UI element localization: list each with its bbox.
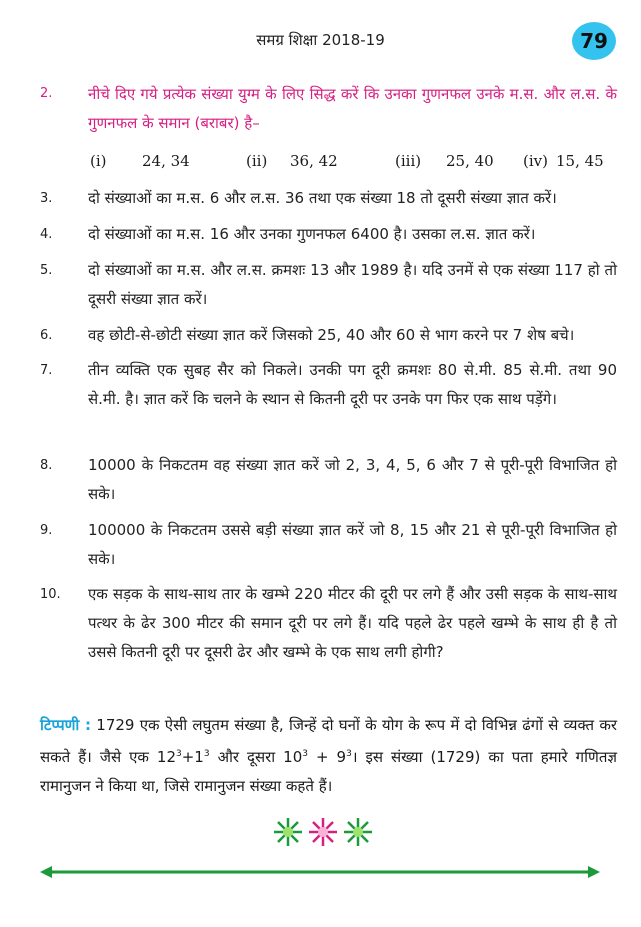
question-text: 100000 के निकटतम उससे बड़ी संख्या ज्ञात करें जो 8, 15 और 21 से पूरी-पूरी विभाजित हो सके।	[88, 521, 617, 568]
page-header-title: समग्र शिक्षा 2018-19	[256, 31, 385, 49]
flower-ornament-icon	[268, 812, 378, 852]
note-text: और दूसरा 10	[209, 748, 303, 766]
exponent: 3	[176, 749, 182, 759]
question-text: वह छोटी-से-छोटी संख्या ज्ञात करें जिसको 25, 40 और 60 से भाग करने पर 7 शेष बचे।	[88, 326, 575, 344]
exponent: 3	[203, 749, 210, 759]
exponent: 3	[302, 749, 308, 759]
pair-value: 24, 34	[142, 152, 190, 170]
pair-value: 36, 42	[290, 152, 338, 170]
question-text: 10000 के निकटतम वह संख्या ज्ञात करें जो 2, 3, 4, 5, 6 और 7 से पूरी-पूरी विभाजित हो सके।	[88, 456, 617, 503]
question-number: 7.	[40, 363, 53, 378]
pair-label: (iv)	[523, 152, 548, 170]
pair-value: 15, 45	[556, 152, 604, 170]
ramanujan-note	[40, 711, 617, 801]
question-text: नीचे दिए गये प्रत्येक संख्या युग्म के लिए सिद्ध करें कि उनका गुणनफल उनके म.स. और ल.स. के गुणनफल के समान (बराबर) है–	[88, 85, 617, 132]
page-number-badge: 79	[572, 22, 616, 60]
note-text: 1729 एक ऐसी लघुतम संख्या है, जिन्हें दो घनों के योग के रूप में दो विभिन्न ढंगों से व्यक्त कर सकते हैं। जैसे एक 12	[40, 716, 617, 766]
pink-flower-icon	[309, 818, 337, 846]
green-flower-icon	[274, 818, 302, 846]
pair-value: 25, 40	[446, 152, 494, 170]
pair-label: (ii)	[246, 152, 268, 170]
note-text: । इस संख्या (1729) का पता हमारे गणितज्ञ रामानुजन ने किया था, जिसे रामानुजन संख्या कहते हैं।	[40, 748, 617, 795]
question-number: 8.	[40, 458, 53, 473]
number-pairs	[0, 152, 641, 174]
decorative-arrow-rule	[40, 862, 600, 882]
question-number: 4.	[40, 227, 53, 242]
note-label: टिप्पणी :	[40, 716, 92, 734]
question-number: 3.	[40, 191, 53, 206]
question-number: 5.	[40, 263, 53, 278]
question-number: 6.	[40, 328, 53, 343]
question-text: दो संख्याओं का म.स. 16 और उनका गुणनफल 6400 है। उसका ल.स. ज्ञात करें।	[88, 225, 536, 243]
question-text: दो संख्याओं का म.स. और ल.स. क्रमशः 13 और 1989 है। यदि उनमें से एक संख्या 117 हो तो दूसरी संख्या ज्ञात करें।	[88, 261, 617, 308]
exponent: 3	[346, 749, 352, 759]
note-text: +1	[181, 748, 204, 766]
pair-label: (i)	[90, 152, 107, 170]
question-text: दो संख्याओं का म.स. 6 और ल.स. 36 तथा एक संख्या 18 तो दूसरी संख्या ज्ञात करें।	[88, 189, 557, 207]
note-text: + 9	[308, 748, 347, 766]
question-number: 2.	[40, 86, 53, 101]
green-flower-icon	[344, 818, 372, 846]
question-number: 9.	[40, 523, 53, 538]
pair-label: (iii)	[395, 152, 422, 170]
question-text: एक सड़क के साथ-साथ तार के खम्भे 220 मीटर की दूरी पर लगे हैं और उसी सड़क के साथ-साथ पत्थर के ढेर 300 मीटर की समान दूरी पर लगे हैं। यदि पहले ढेर पहले खम्भे के साथ ही है तो उससे कितनी दूरी पर दूसरी ढेर और खम्भे के एक साथ लगी होगी?	[88, 585, 617, 661]
question-text: तीन व्यक्ति एक सुबह सैर को निकले। उनकी पग दूरी क्रमशः 80 से.मी. 85 से.मी. तथा 90 से.मी. है। ज्ञात करें कि चलने के स्थान से कितनी दूरी पर उनके पग फिर एक साथ पड़ेंगे।	[88, 361, 617, 408]
question-number: 10.	[40, 587, 61, 602]
